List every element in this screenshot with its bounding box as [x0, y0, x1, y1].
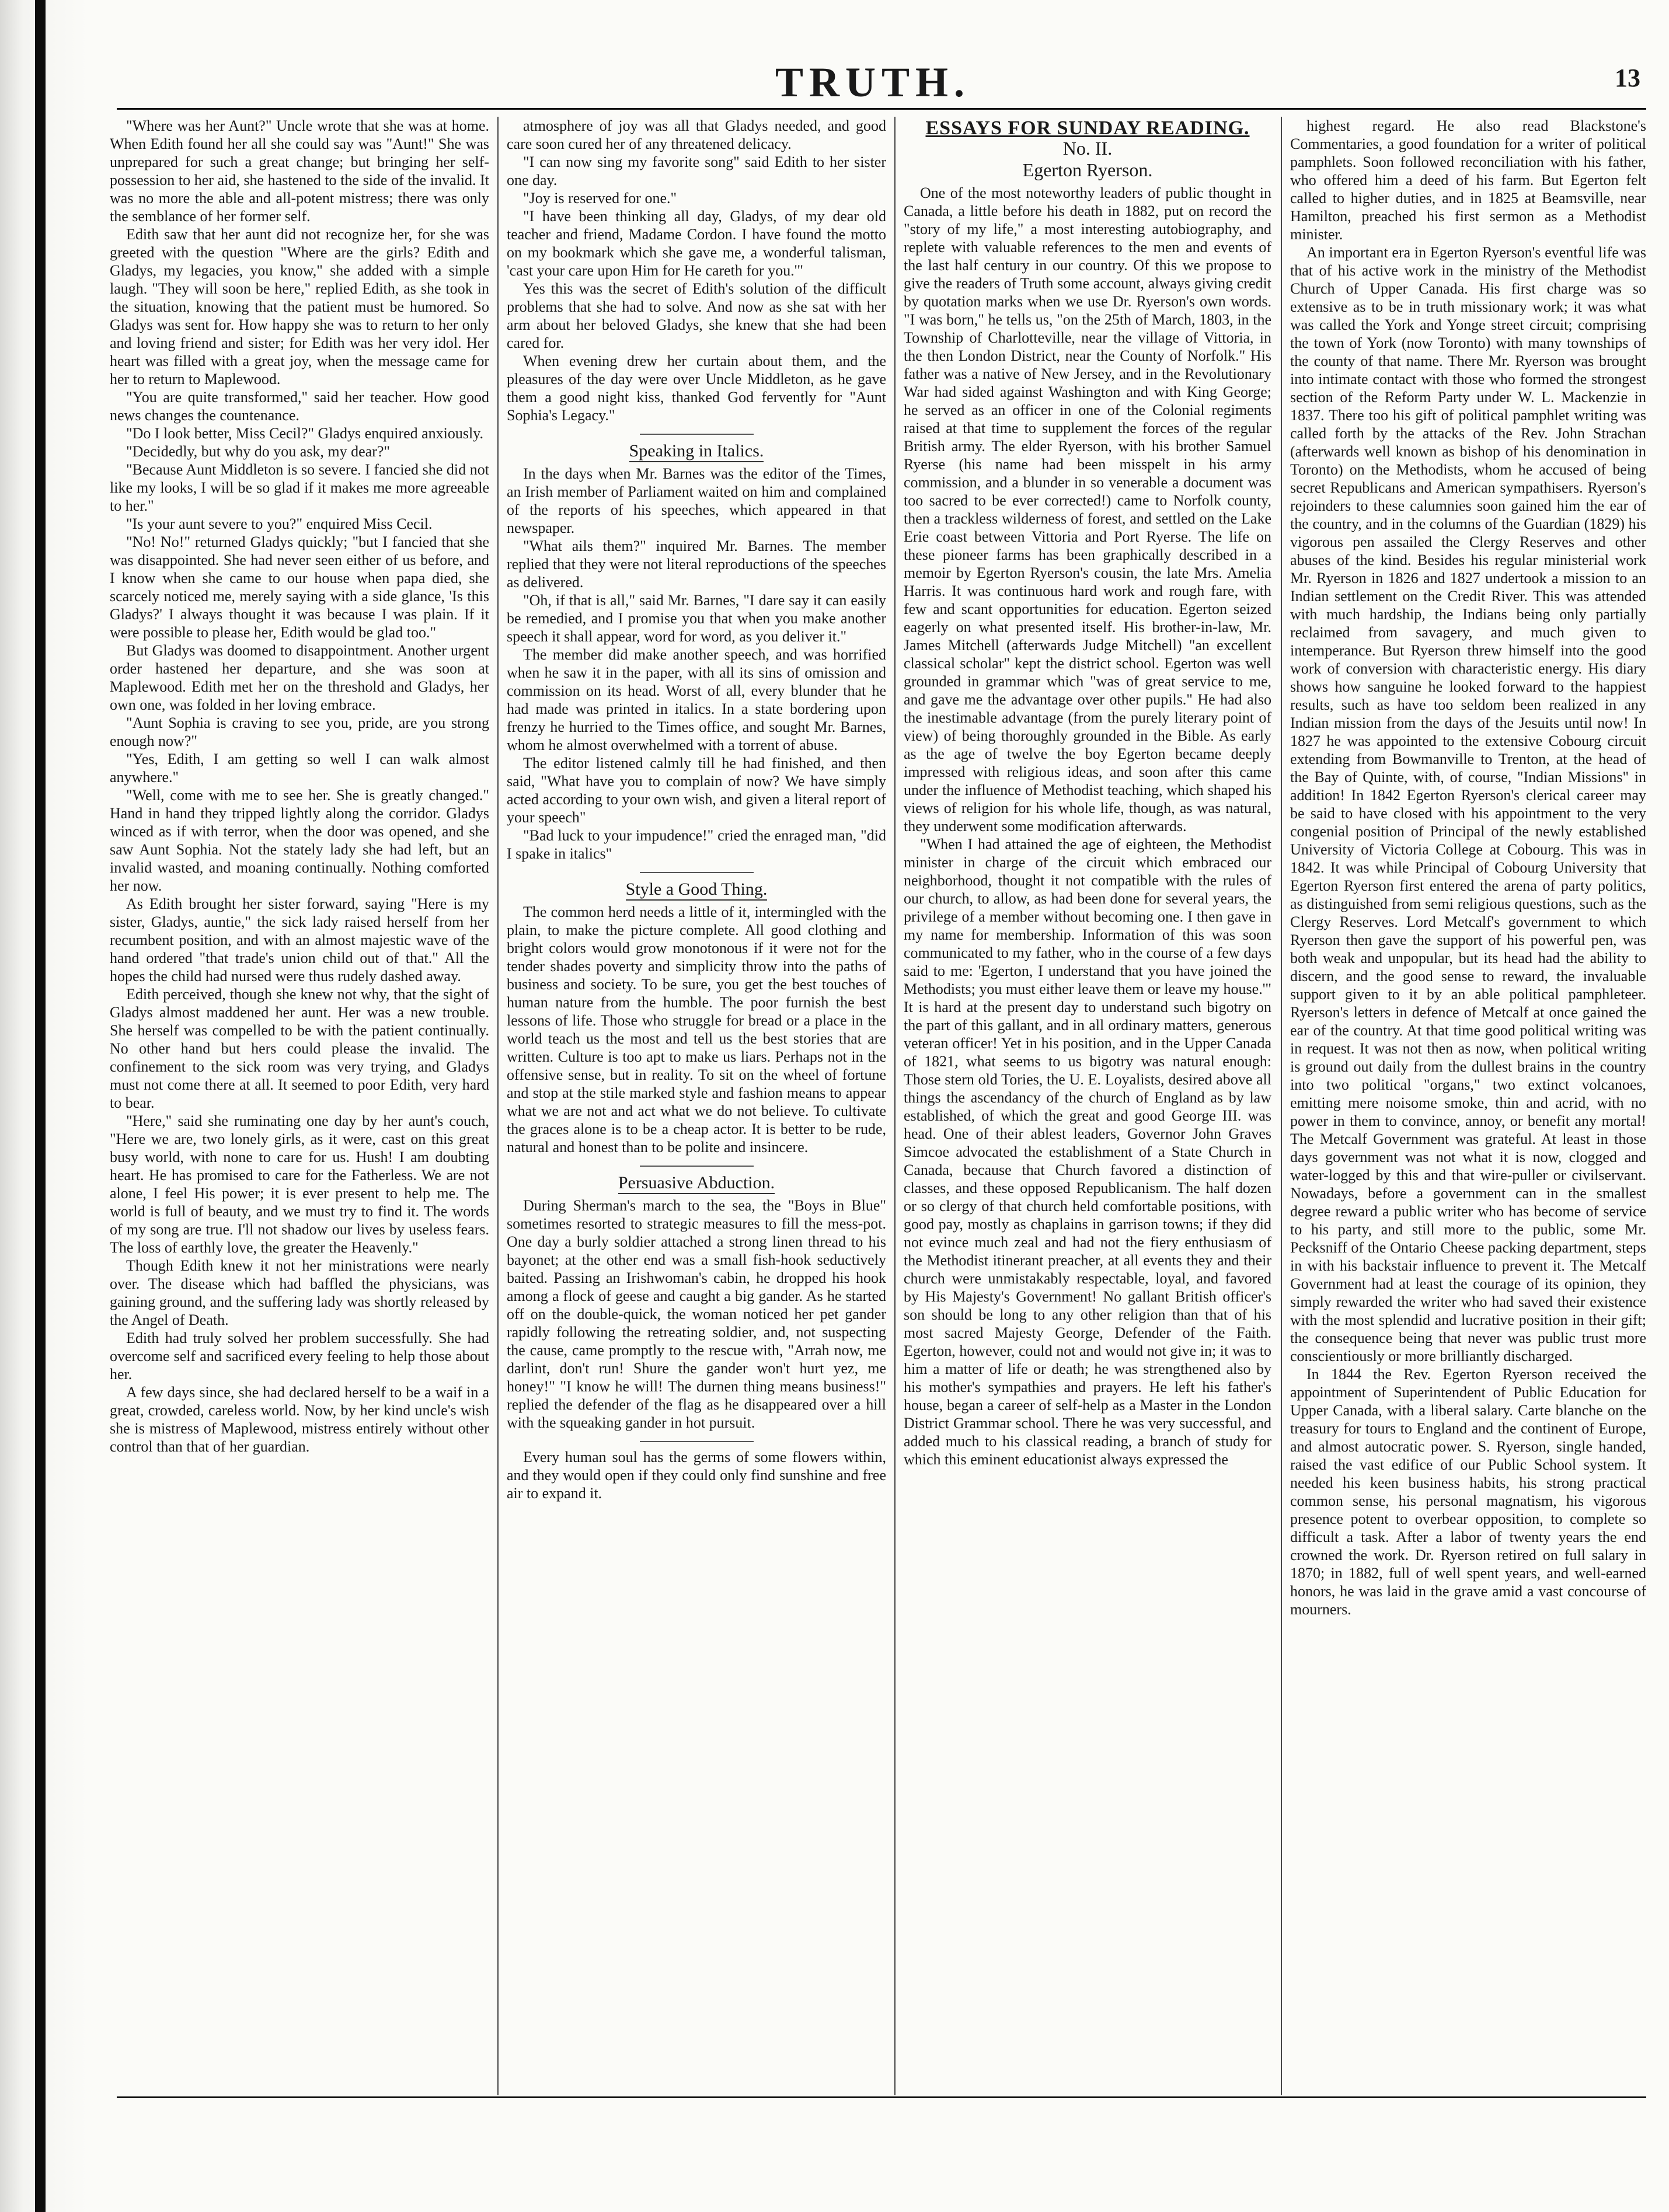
column-story-continuation — [110, 117, 489, 2095]
bottom-rule — [117, 2096, 1646, 2098]
section-divider — [640, 1441, 754, 1442]
paragraph: In the days when Mr. Barnes was the editor of the Times, an Irish member of Parliament waited on him and complained of the reports of his speeches, which appeared in that newspaper. — [507, 465, 886, 536]
section-divider — [640, 434, 754, 435]
section-divider — [640, 872, 754, 873]
paragraph: "Joy is reserved for one." — [523, 190, 677, 207]
section-title-text: Style a Good Thing. — [626, 880, 768, 901]
paragraph: Yes this was the secret of Edith's solution of the difficult problems that she had to solve. And now as she sat with her arm about her beloved Gladys, she knew that she had been cared for. — [507, 280, 886, 351]
essay-subject: Egerton Ryerson. — [1022, 159, 1153, 180]
paragraph: "Oh, if that is all," said Mr. Barnes, "I dare say it can easily be remedied, and I promise you that when you make another speech it shall appear, word for word, as you deliver it." — [507, 592, 886, 645]
column-essay — [904, 117, 1271, 2095]
masthead — [105, 58, 1640, 111]
paragraph: The common herd needs a little of it, intermingled with the plain, to make the picture complete. All good clothing and bright colors would grow monotonous if it were not for the tender shades poverty and simplicity throw into the paths of business and society. To be sure, you get the best touches of human nature from the humble. The poor furnish the best lessons of life. Those who struggle for bread or a place in the world teach us the most and tell us the best stories that are written. Culture is too apt to make us liars. Perhaps not in the offensive sense, but in reality. To sit on the wheel of fortune and stop at the stile marked style and fashion means to appear what we are not and act what we do not believe. To cultivate the graces alone is to be a cheap actor. It is better to be rude, natural and honest than to be polite and insincere. — [507, 903, 886, 1156]
paragraph: Edith perceived, though she knew not why, that the sight of Gladys almost maddened her aunt. Her was a new trouble. She herself was compelled to be with the patient continually. No other hand but hers could please the invalid. The confinement to the sick room was very trying, and Gladys must not come there at all. It seemed to poor Edith, very hard to bear. — [110, 986, 489, 1111]
paragraph: "I can now sing my favorite song" said Edith to her sister one day. — [507, 153, 886, 189]
paragraph: The member did make another speech, and was horrified when he saw it in the paper, with all its sins of omission and commission on its head. Worst of all, every blunder that he had made was printed in italics. In a state bordering upon frenzy he hurried to the Times office, and sought Mr. Barnes, whom he almost overwhelmed with a torrent of abuse. — [507, 646, 886, 753]
paragraph: "No! No!" returned Gladys quickly; "but I fancied that she was disappointed. She had never seen either of us before, and I know when she came to our house when papa died, she scarcely noticed me, merely saying with a side glance, 'Is this Gladys?' I always thought it was because I was plain. If it were possible to please her, Edith would be glad too." — [110, 533, 489, 641]
column-separator — [1281, 117, 1282, 2095]
paragraph: The editor listened calmly till he had finished, and then said, "What have you to complain of now? We have simply acted according to your own wish, and given a literal report of your speech" — [507, 755, 886, 826]
paragraph: "I have been thinking all day, Gladys, of my dear old teacher and friend, Madame Cordon. I have found the motto on my bookmark which she gave me, a wonderful talisman, 'cast your care upon Him for He careth for you.'" — [507, 208, 886, 279]
section-divider — [640, 1166, 754, 1167]
paragraph: One of the most noteworthy leaders of public thought in Canada, a little before his death in 1882, put on record the "story of my life," a most interesting autobiography, and replete with valuable references to the men and events of the last half century in our country. Of this we propose to give the readers of Truth some account, always giving credit by quotation marks when we use Dr. Ryerson's own words. "I was born," he tells us, "on the 25th of March, 1803, in the Township of Charlotteville, near the village of Vittoria, in the then London District, near the County of Norfolk." His father was a native of New Jersey, and in the Revolutionary War had sided against Washington and with King George; he served as an officer in one of the Colonial regiments raised at that time to supplement the forces of the regular British army. The elder Ryerson, with his brother Samuel Ryerse (his name had been misspelt in his army commission, and a blunder in so venerable a document was too sacred to be ever corrected!) came to Norfolk county, then a trackless wilderness of forest, and settled on the Lake Erie coast between Vittoria and Port Ryerse. The life on these pioneer farms has been graphically described in a memoir by Egerton Ryerson's cousin, the late Mrs. Amelia Harris. It was continuous hard work and rough fare, with few and scant opportunities for education. Egerton seized eagerly on what presented itself. His brother-in-law, Mr. James Mitchell (afterwards Judge Mitchell) "an excellent classical scholar" kept the district school. Egerton was well grounded in grammar which "was of great service to me, and gave me the advantage over other pupils." He had also the inestimable advantage (from the purely literary point of view) of being thoroughly grounded in the Bible. As early as the age of twelve the boy Egerton became deeply impressed with religious ideas, and soon after this came under the influence of Methodist teaching, which shaped his views of religion for his whole life, though, as was natural, they underwent some modification afterwards. — [904, 184, 1271, 835]
column-short-items — [507, 117, 886, 2095]
paragraph: During Sherman's march to the sea, the "Boys in Blue" sometimes resorted to strategic measures to fill the mess-pot. One day a burly soldier attached a strong linen thread to his bayonet; at the other end was a small fish-hook seductively baited. Passing an Irishwoman's cabin, he dropped his hook among a flock of geese and caught a big gander. As he started off on the double-quick, the woman noticed her pet gander rapidly following the retreating soldier, and, not suspecting the cause, came promptly to the rescue with, "Arrah now, me darlint, don't run! Shure the gander won't hurt yez, me honey!" "I know he will! The durnen thing means business!" replied the defender of the flag as he disappeared over a hill with the squeaking gander in hot pursuit. — [507, 1197, 886, 1431]
essay-series-heading: ESSAYS FOR SUNDAY READING. — [925, 117, 1250, 139]
paragraph: "Do I look better, Miss Cecil?" Gladys enquired anxiously. — [126, 425, 484, 442]
section-title-text: Persuasive Abduction. — [618, 1173, 775, 1194]
paragraph: Every human soul has the germs of some flowers within, and they would open if they could only find sunshine and free air to expand it. — [507, 1449, 886, 1502]
paragraph: "Here," said she ruminating one day by her aunt's couch, "Here we are, two lonely girls, as it were, cast on this great busy world, with none to care for us. Hush! I am doubting heart. He has promised to care for the Fatherless. We are not alone, I feel His power; it is ever present to help me. The world is full of beauty, and we must try to find it. The words of my song are true. I'll not shadow our lives by useless fears. The loss of earthly love, the greater the Heavenly." — [110, 1112, 489, 1256]
page-binding-rule — [35, 0, 46, 2212]
section-title-speaking-in-italics — [507, 442, 886, 460]
masthead-rule — [117, 108, 1646, 110]
paragraph: "Well, come with me to see her. She is greatly changed." Hand in hand they tripped lightly along the corridor. Gladys winced as if with terror, when the door was opened, and she saw Aunt Sophia. Not the stately lady she had left, but an invalid wasted, and moaning continually. Nothing comforted her now. — [110, 787, 489, 894]
section-title-persuasive-abduction — [507, 1174, 886, 1192]
paragraph: "Where was her Aunt?" Uncle wrote that she was at home. When Edith found her all she could say was "Aunt!" She was unprepared for such a great change; but bringing her self-possession to her aid, she hastened to the side of the invalid. It was no more the able and all-potent mistress; there was only the semblance of her former self. — [110, 117, 489, 225]
paragraph: Edith saw that her aunt did not recognize her, for she was greeted with the question "Where are the girls? Edith and Gladys, my legacies, you know," she added with a simple laugh. "They will soon be here," replied Edith, as she took in the situation, knowing that the patient must be humored. So Gladys was sent for. How happy she was to return to her only and loving friend and sister; for Edith was her very idol. Her heart was filled with a great joy, when the message came for her to return to Maplewood. — [110, 226, 489, 388]
paragraph: highest regard. He also read Blackstone's Commentaries, a good foundation for a writer of political pamphlets. Soon followed reconciliation with his father, who offered him a deed of his farm. But Egerton felt called to higher duties, and in 1825 at Beamsville, near Hamilton, preached his first sermon as a Methodist minister. — [1290, 117, 1646, 243]
section-title-text: Speaking in Italics. — [629, 441, 764, 462]
paragraph: Edith had truly solved her problem successfully. She had overcome self and sacrificed every feeling to help those about her. — [110, 1330, 489, 1383]
paragraph: But Gladys was doomed to disappointment. Another urgent order hastened her departure, and she was soon at Maplewood. Edith met her on the threshold and Gladys, her own one, was folded in her loving embrace. — [110, 642, 489, 713]
paragraph: A few days since, she had declared herself to be a waif in a great, crowded, careless world. Now, by her kind uncle's wish she is mistress of Maplewood, mistress entirely without other control than that of her guardian. — [110, 1384, 489, 1455]
column-essay-continuation — [1290, 117, 1646, 2095]
paragraph: "When I had attained the age of eighteen, the Methodist minister in charge of the circuit which embraced our neighborhood, thought it not compatible with the rules of our church, to allow, as had been done for several years, the privilege of a member without becoming one. I then gave in my name for membership. Information of this was soon communicated to my father, who in the course of a few days said to me: 'Egerton, I understand that you have joined the Methodists; you must either leave them or leave my house.'" It is hard at the present day to understand such bigotry on the part of this gallant, and in all ordinary matters, generous veteran officer! Yet in his position, and in the Upper Canada of 1821, what seems to us bigotry was natural enough: Those stern old Tories, the U. E. Loyalists, desired above all things the ascendancy of the church of England as by law established, of which the great and good George III. was head. One of their ablest leaders, Governor John Graves Simcoe advocated the establishment of a State Church in Canada, because that Church favored a distinction of classes, and these opposed Republicanism. The half dozen or so clergy of that church held comfortable positions, with good pay, mostly as chaplains in garrison towns; if they did not evince much zeal and had not the fiery enthusiasm of the Methodist itinerant preacher, at all events they and their church were unmistakably respectable, loyal, and favored by His Majesty's Government! No gallant British officer's son should be long to any other religion than that of his most sacred Majesty George, Defender of the Faith. Egerton, however, could not and would not give in; it was to him a matter of life or death; he was strengthened also by his mother's sympathies and prayers. He left his father's house, began a career of self-help as a Master in the London District Grammar school. There he was very successful, and added much to his classical reading, a branch of study for which this eminent educationist always expressed the — [904, 836, 1271, 1468]
paragraph: atmosphere of joy was all that Gladys needed, and good care soon cured her of any threatened delicacy. — [507, 117, 886, 152]
masthead-title: TRUTH. — [775, 59, 971, 106]
section-title-style-a-good-thing — [507, 880, 886, 898]
column-separator — [497, 117, 499, 2095]
paragraph: "Bad luck to your impudence!" cried the enraged man, "did I spake in italics" — [507, 827, 886, 862]
paragraph: Though Edith knew it not her ministrations were nearly over. The disease which had baffled the physicians, was gaining ground, and the suffering lady was shortly released by the Angel of Death. — [110, 1257, 489, 1328]
paragraph: "Decidedly, but why do you ask, my dear?" — [126, 443, 391, 460]
paragraph: "Is your aunt severe to you?" enquired Miss Cecil. — [126, 515, 433, 532]
paragraph: "What ails them?" inquired Mr. Barnes. The member replied that they were not literal reproductions of the speeches as delivered. — [507, 538, 886, 591]
paragraph: "Aunt Sophia is craving to see you, pride, are you strong enough now?" — [110, 714, 489, 749]
column-separator — [894, 117, 896, 2095]
paragraph: An important era in Egerton Ryerson's eventful life was that of his active work in the ministry of the Methodist Church of Upper Canada. His first charge was so extensive as to be in truth missionary work; it was what was called the York and Yonge street circuit; comprising the town of York (now Toronto) with many townships of the county of that name. There Mr. Ryerson was brought into intimate contact with those who formed the strongest section of the Reform Party under W. L. Mackenzie in 1837. There too his gift of political pamphlet writing was called forth by the attacks of the Rev. John Strachan (afterwards well known as bishop of his denomination in Toronto) on the Methodists, whom he accused of being secret Republicans and American sympathisers. Ryerson's rejoinders to these calumnies soon gained him the ear of the country, and in the columns of the Guardian (1829) his vigorous pen assailed the Clergy Reserves and other abuses of the kind. Besides his regular ministerial work Mr. Ryerson in 1826 and 1827 undertook a mission to an Indian settlement on the Credit River. This was attended with much hardship, the Indians being only partially reclaimed from savagery, and much given to intemperance. But Ryerson threw himself into the good work of conversion with characteristic energy. His diary shows how sanguine he looked forward to the happiest results, such as have too seldom been realized in any Indian mission from the days of the Jesuits until now! In 1827 he was appointed to the extensive Cobourg circuit extending from Bowmanville to Trenton, at the head of the Bay of Quinte, with, of course, "Indian Missions" in addition! In 1842 Egerton Ryerson's clerical career may be said to have closed with his appointment to the very congenial position of Principal of the newly established University of Victoria College at Cobourg. This was in 1842. It was while Principal of Cobourg University that Egerton Ryerson first entered the arena of party politics, as distinguished from semi religious questions, such as the Clergy Reserves. Lord Metcalf's government to which Ryerson then gave the support of his powerful pen, was both weak and unpopular, but its head had the ability to discern, and the good sense to reward, the invaluable support given to it by an able political pamphleteer. Ryerson's letters in defence of Metcalf at once gained the ear of the country. At that time good political writing was in request. It was not then as now, when political writing is ground out daily from the dullest brains in the country into two political "organs," two extinct volcanoes, emitting mere noisome smoke, thin and acrid, with no power in them to convince, annoy, or benefit any mortal! The Metcalf Government was grateful. At least in those days government was not what it is now, clogged and water-logged by this and that wire-puller or civilservant. Nowadays, before a government can in the smallest degree reward a public writer who has become of service to his party, and still more to the public, some Mr. Pecksniff of the Ontario Cheese packing department, steps in with his backstair influence to prevent it. The Metcalf Government had at least the courage of its opinion, they simply rewarded the writer who had saved their existence with the most splendid and lucrative position in their gift; the consequence being that never was public trust more conscientiously or more brilliantly discharged. — [1290, 244, 1646, 1365]
paragraph: "You are quite transformed," said her teacher. How good news changes the countenance. — [110, 389, 489, 424]
page-number: 13 — [1615, 64, 1640, 92]
paragraph: As Edith brought her sister forward, saying "Here is my sister, Gladys, auntie," the sick lady raised herself from her recumbent position, and with an almost majestic wave of the hand ordered "that trade's union child out of that." All the hopes the child had nursed were thus rudely dashed away. — [110, 895, 489, 985]
paragraph: "Because Aunt Middleton is so severe. I fancied she did not like my looks, I will be so glad if it makes me more agreeable to her." — [110, 461, 489, 514]
essay-number: No. II. — [1062, 138, 1113, 159]
paragraph: In 1844 the Rev. Egerton Ryerson received the appointment of Superintendent of Public Education for Upper Canada, with a liberal salary. Carte blanche on the treasury for tours to England and the continent of Europe, and almost autocratic power. S. Ryerson, single handed, raised the vast edifice of our Public School system. It needed his keen business habits, his strong practical common sense, his personal magnatism, his vigorous presence potent to overbear opposition, to complete so difficult a task. After a labor of twenty years the end crowned the work. Dr. Ryerson retired on full salary in 1870; in 1882, full of well spent years, and well-earned honors, he was laid in the grave amid a vast concourse of mourners. — [1290, 1366, 1646, 1618]
paragraph: "Yes, Edith, I am getting so well I can walk almost anywhere." — [110, 751, 489, 786]
paragraph: When evening drew her curtain about them, and the pleasures of the day were over Uncle Middleton, as he gave them a good night kiss, thanked God fervently for "Aunt Sophia's Legacy." — [507, 353, 886, 424]
